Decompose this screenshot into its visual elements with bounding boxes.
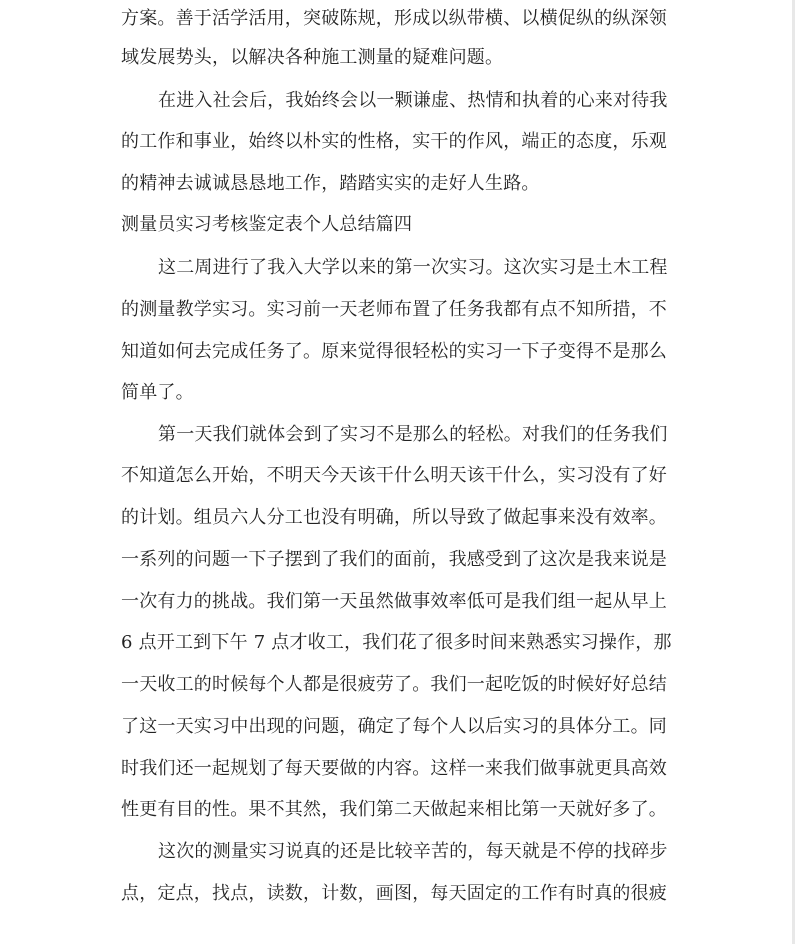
paragraph-line: 时我们还一起规划了每天要做的内容。这样一来我们做事就更具高效	[121, 758, 667, 779]
paragraph-line: 性更有目的性。果不其然，我们第二天做起来相比第一天就好多了。	[121, 799, 667, 820]
paragraph-line: 的精神去诚诚恳恳地工作，踏踏实实的走好人生路。	[121, 173, 540, 194]
paragraph-line: 点，定点，找点，读数，计数，画图，每天固定的工作有时真的很疲	[121, 883, 667, 904]
paragraph-line: 的计划。组员六人分工也没有明确，所以导致了做起事来没有效率。	[121, 507, 667, 528]
paragraph-line: 一系列的问题一下子摆到了我们的面前，我感受到了这次是我来说是	[121, 549, 667, 570]
section-heading: 测量员实习考核鉴定表个人总结篇四	[121, 214, 413, 235]
paragraph-line: 6 点开工到下午 7 点才收工，我们花了很多时间来熟悉实习操作，那	[121, 632, 672, 653]
paragraph-line: 一次有力的挑战。我们第一天虽然做事效率低可是我们组一起从早上	[121, 591, 667, 612]
paragraph-line: 的测量教学实习。实习前一天老师布置了任务我都有点不知所措，不	[121, 299, 667, 320]
paragraph-line: 一天收工的时候每个人都是很疲劳了。我们一起吃饭的时候好好总结	[121, 674, 667, 695]
paragraph-first-line: 这二周进行了我入大学以来的第一次实习。这次实习是土木工程	[158, 257, 668, 278]
paragraph-first-line: 第一天我们就体会到了实习不是那么的轻松。对我们的任务我们	[158, 424, 668, 445]
paragraph-line: 了这一天实习中出现的问题，确定了每个人以后实习的具体分工。同	[121, 716, 667, 737]
paragraph-first-line: 在进入社会后，我始终会以一颗谦虚、热情和执着的心来对待我	[158, 90, 668, 111]
paragraph-line: 简单了。	[121, 382, 194, 403]
paragraph-line: 的工作和事业，始终以朴实的性格，实干的作风，端正的态度，乐观	[121, 131, 667, 152]
paragraph-line: 域发展势头，以解决各种施工测量的疑难问题。	[121, 47, 504, 68]
paragraph-line: 不知道怎么开始，不明天今天该干什么明天该干什么，实习没有了好	[121, 465, 667, 486]
paragraph-line: 知道如何去完成任务了。原来觉得很轻松的实习一下子变得不是那么	[121, 341, 667, 362]
paragraph-line: 方案。善于活学活用，突破陈规，形成以纵带横、以横促纵的纵深领	[121, 8, 667, 29]
paragraph-first-line: 这次的测量实习说真的还是比较辛苦的，每天就是不停的找碎步	[158, 841, 668, 862]
